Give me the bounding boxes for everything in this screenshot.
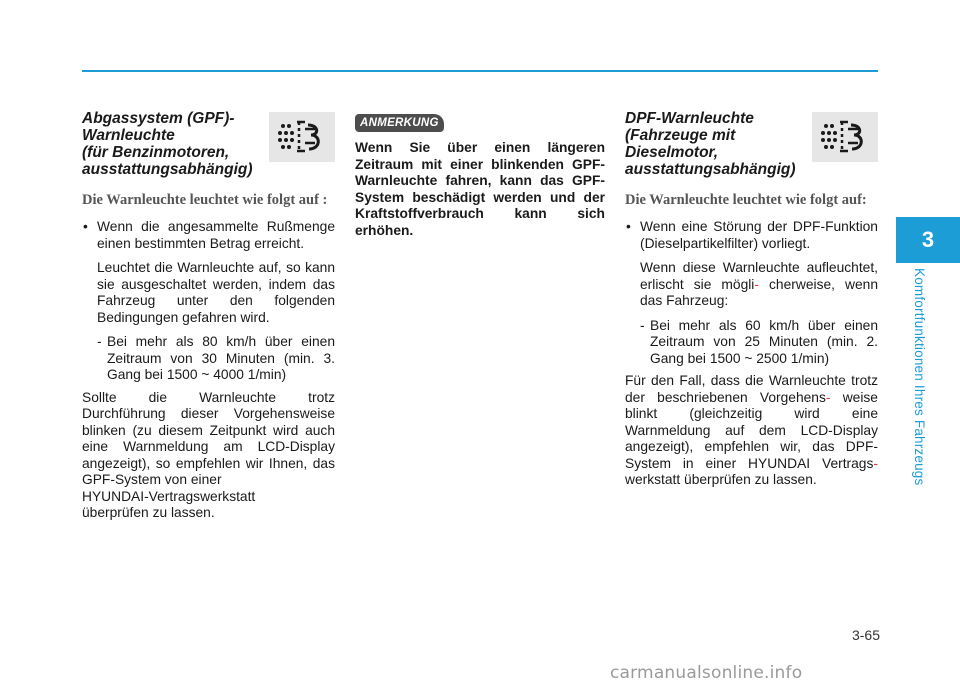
- section-gpf-closing: [82, 390, 335, 522]
- section-gpf-paragraph: Leuchtet die Warnleuchte auf, so kann sie ausgeschaltet werden, indem das Fahrzeug unter den folgenden Bedingungen gefahren wird.: [97, 260, 335, 325]
- dpf-particle-filter-icon: [812, 112, 878, 162]
- section-dpf-closing-c: werkstatt überprüfen zu lassen.: [625, 472, 817, 487]
- section-dpf-condition-text: Bei mehr als 60 km/h über einen Zeitraum von 25 Minuten (min. 2. Gang bei 1500 ~ 2500 1/min): [650, 317, 878, 366]
- section-dpf-heading: DPF-Warnleuchte (Fahrzeuge mit Dieselmotor, ausstattungsabhängig): [625, 110, 796, 178]
- section-gpf-closing-end: überprüfen zu lassen.: [82, 505, 215, 520]
- hyphen-mark: -: [873, 455, 878, 471]
- chapter-title: Komfortfunktionen Ihres Fahrzeugs: [912, 268, 927, 486]
- header-rule: [82, 70, 878, 72]
- section-dpf-condition: - Bei mehr als 60 km/h über einen Zeitraum von 25 Minuten (min. 2. Gang bei 1500 ~ 2500 1/min): [640, 317, 878, 366]
- section-dpf-subhead: Die Warnleuchte leuchtet wie folgt auf:: [625, 192, 867, 208]
- section-dpf-header: [625, 110, 878, 190]
- section-gpf-condition: - Bei mehr als 80 km/h über einen Zeitraum von 30 Minuten (min. 3. Gang bei 1500 ~ 4000 1/min): [97, 334, 335, 382]
- section-dpf-closing-a: Für den Fall, dass die Warnleuchte trotz der beschriebenen Vorgehens: [625, 373, 878, 405]
- section-dpf-closing-b: weise blinkt (gleichzeitig wird eine Warnmeldung auf dem LCD-Display angezeigt), empfehlen wir, das DPF-System in einer HYUNDAI Vertrags: [625, 389, 878, 471]
- section-gpf-closing-workshop: HYUNDAI-Vertragswerkstatt: [82, 488, 256, 504]
- note-section: [355, 110, 605, 239]
- section-dpf-paragraph: [625, 260, 878, 310]
- section-gpf: [82, 110, 335, 522]
- section-gpf-closing-text: Sollte die Warnleuchte trotz Durchführung dieser Vorgehensweise blinken (zu diesem Zeitpunkt wird auch eine Warnmeldung am LCD-Display angezeigt), so empfehlen wir Ihnen, das GPF-System von einer: [82, 389, 335, 487]
- note-badge: ANMERKUNG: [355, 114, 444, 132]
- section-gpf-heading: Abgassystem (GPF)- Warnleuchte (für Benzinmotoren, ausstattungsabhängig): [82, 110, 253, 178]
- page-number: 3-65: [851, 627, 880, 643]
- section-gpf-header: [82, 110, 335, 190]
- section-gpf-bullet: • Wenn die angesammelte Rußmenge einen bestimmten Betrag erreicht.: [82, 219, 335, 252]
- section-dpf-bullet: • Wenn eine Störung der DPF-Funktion (Dieselpartikelfilter) vorliegt.: [625, 219, 878, 252]
- dpf-particle-filter-icon: [269, 112, 335, 162]
- chapter-number-tab: [896, 217, 960, 263]
- watermark: carmanualsonline.info: [610, 663, 803, 683]
- section-dpf-closing: [625, 373, 878, 489]
- hyphen-mark: -: [825, 389, 831, 405]
- note-text: Wenn Sie über einen längeren Zeitraum mit einer blinkenden GPF-Warnleuchte fahren, kann das GPF-System beschädigt werden und der Kraftstoffverbrauch kann sich erhöhen.: [355, 140, 605, 238]
- section-dpf-paragraph-b: cherweise, wenn das Fahrzeug:: [640, 276, 878, 308]
- section-gpf-condition-text: Bei mehr als 80 km/h über einen Zeitraum von 30 Minuten (min. 3. Gang bei 1500 ~ 4000 1/min): [107, 334, 335, 382]
- chapter-number: 3: [921, 227, 935, 252]
- section-gpf-subhead: Die Warnleuchte leuchtet wie folgt auf :: [82, 192, 328, 208]
- hyphen-mark: -: [754, 276, 759, 292]
- section-dpf-paragraph-a: Wenn diese Warnleuchte aufleuchtet, erlischt sie mögli: [640, 260, 878, 292]
- section-dpf: [625, 110, 878, 489]
